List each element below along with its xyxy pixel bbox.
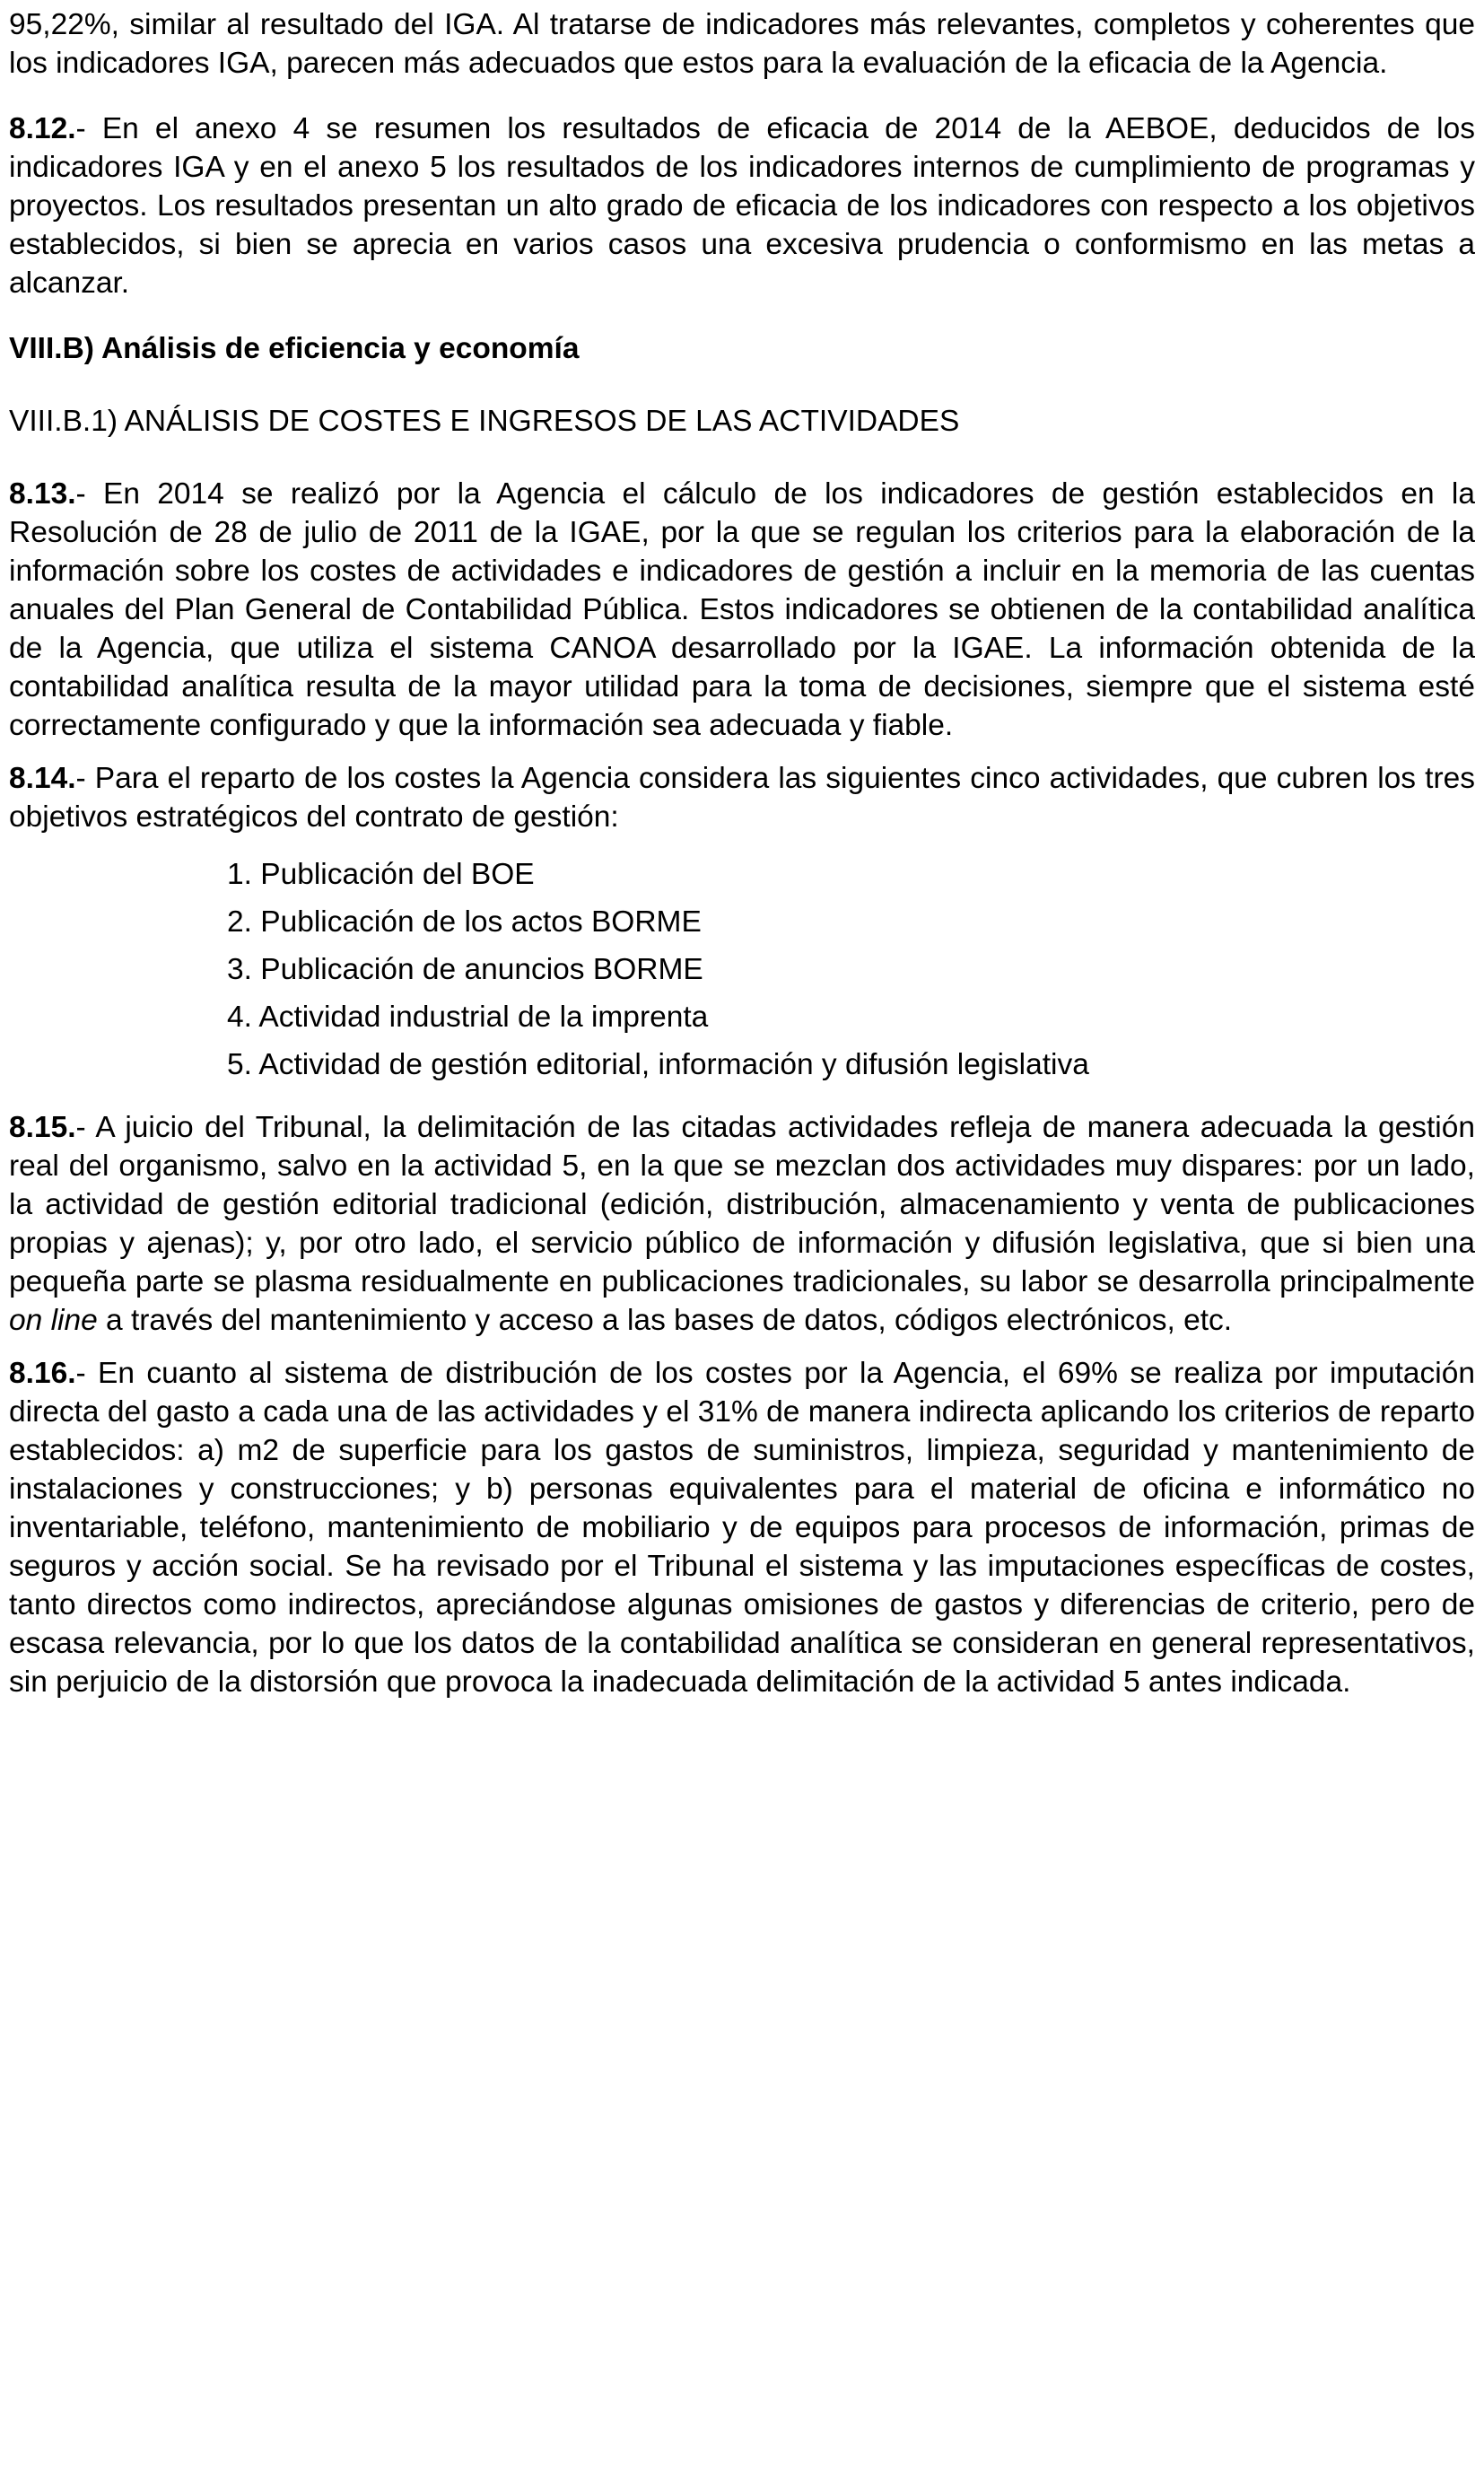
list-item: 2. Publicación de los actos BORME bbox=[227, 905, 702, 939]
paragraph-text: - En 2014 se realizó por la Agencia el cálculo de los indicadores de gestión establecidos en la Resolución de 28 de julio de 2011 de la IGAE, por la que se regulan los criterios para la elaboración de la información sobre los costes de actividades e indicadores de gestión a incluir en la memoria de las cuentas anuales del Plan General de Contabilidad Pública. Estos indicadores se obtienen de la contabilidad analítica de la Agencia, que utiliza el sistema CANOA desarrollado por la IGAE. La información obtenida de la contabilidad analítica resulta de la mayor utilidad para la toma de decisiones, siempre que el sistema esté correctamente configurado y que la información sea adecuada y fiable. bbox=[9, 477, 1475, 742]
paragraph-number: 8.13. bbox=[9, 477, 76, 511]
subsection-heading-viii-b-1: VIII.B.1) ANÁLISIS DE COSTES E INGRESOS DE LAS ACTIVIDADES bbox=[9, 405, 960, 438]
paragraph-8-14 bbox=[9, 759, 1475, 836]
activities-list bbox=[9, 851, 1475, 1088]
list-item: 3. Publicación de anuncios BORME bbox=[227, 953, 703, 986]
italic-term: on line bbox=[9, 1304, 98, 1337]
paragraph-number: 8.15. bbox=[9, 1111, 76, 1144]
paragraph-number: 8.16. bbox=[9, 1357, 76, 1390]
list-item: 5. Actividad de gestión editorial, información y difusión legislativa bbox=[227, 1048, 1089, 1081]
document-page bbox=[9, 5, 1475, 1701]
section-heading-viii-b: VIII.B) Análisis de eficiencia y economía bbox=[9, 332, 580, 365]
paragraph-8-13 bbox=[9, 475, 1475, 745]
paragraph-text: - A juicio del Tribunal, la delimitación de las citadas actividades refleja de manera adecuada la gestión real del organismo, salvo en la actividad 5, en la que se mezclan dos actividades muy dispares: por un lado, la actividad de gestión editorial tradicional (edición, distribución, almacenamiento y venta de publicaciones propias y ajenas); y, por otro lado, el servicio público de información y difusión legislativa, que si bien una pequeña parte se plasma residualmente en publicaciones tradicionales, su labor se desarrolla principalmente bbox=[9, 1111, 1475, 1298]
paragraph-text-continued: a través del mantenimiento y acceso a las bases de datos, códigos electrónicos, etc. bbox=[97, 1304, 1233, 1337]
paragraph-text: - En el anexo 4 se resumen los resultados de eficacia de 2014 de la AEBOE, deducidos de los indicadores IGA y en el anexo 5 los resultados de los indicadores internos de cumplimiento de programas y proyectos. Los resultados presentan un alto grado de eficacia de los indicadores con respecto a los objetivos establecidos, si bien se aprecia en varios casos una excesiva prudencia o conformismo en las metas a alcanzar. bbox=[9, 112, 1475, 300]
paragraph-8-15 bbox=[9, 1108, 1475, 1340]
paragraph-text: - Para el reparto de los costes la Agencia considera las siguientes cinco actividades, que cubren los tres objetivos estratégicos del contrato de gestión: bbox=[9, 762, 1475, 834]
paragraph-8-16 bbox=[9, 1354, 1475, 1701]
paragraph-intro: 95,22%, similar al resultado del IGA. Al tratarse de indicadores más relevantes, completos y coherentes que los indicadores IGA, parecen más adecuados que estos para la evaluación de la eficacia de la Agencia. bbox=[9, 8, 1475, 80]
paragraph-text: - En cuanto al sistema de distribución de los costes por la Agencia, el 69% se realiza por imputación directa del gasto a cada una de las actividades y el 31% de manera indirecta aplicando los criterios de reparto establecidos: a) m2 de superficie para los gastos de suministros, limpieza, seguridad y mantenimiento de instalaciones y construcciones; y b) personas equivalentes para el material de oficina e informático no inventariable, teléfono, mantenimiento de mobiliario y de equipos para procesos de información, primas de seguros y acción social. Se ha revisado por el Tribunal el sistema y las imputaciones específicas de costes, tanto directos como indirectos, apreciándose algunas omisiones de gastos y diferencias de criterio, pero de escasa relevancia, por lo que los datos de la contabilidad analítica se consideran en general representativos, sin perjuicio de la distorsión que provoca la inadecuada delimitación de la actividad 5 antes indicada. bbox=[9, 1357, 1475, 1699]
list-item: 4. Actividad industrial de la imprenta bbox=[227, 1001, 709, 1034]
paragraph-number: 8.14. bbox=[9, 762, 76, 795]
paragraph-number: 8.12. bbox=[9, 112, 76, 145]
paragraph-8-12 bbox=[9, 109, 1475, 302]
list-item: 1. Publicación del BOE bbox=[227, 858, 535, 891]
